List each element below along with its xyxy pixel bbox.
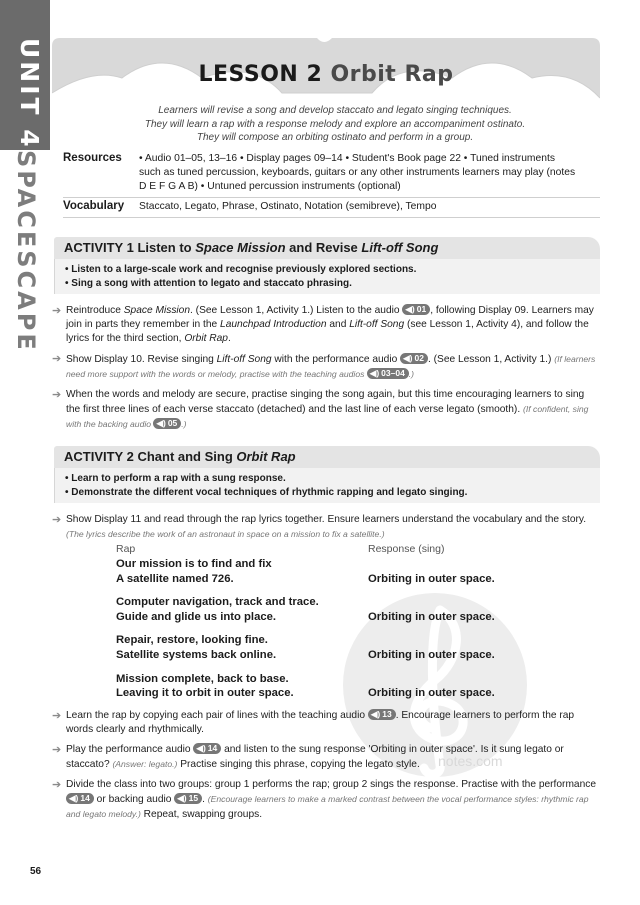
speaker-icon: ◀) [369, 368, 380, 378]
vocabulary-row [63, 200, 600, 218]
speaker-icon: ◀) [370, 709, 381, 719]
lesson-intro [100, 104, 570, 145]
audio-badge[interactable]: ◀) 14 [193, 743, 221, 754]
arrow-icon: ➔ [52, 744, 62, 756]
resources-text [139, 152, 600, 193]
objective-item: • Listen to a large-scale work and recognise previously explored sections. [65, 264, 417, 275]
activity-1-objectives [54, 259, 600, 294]
intro-line: They will learn a rap with a response melody and explore an accompaniment ostinato. [144, 118, 526, 130]
audio-badge[interactable]: ◀) 13 [368, 709, 396, 720]
rap-verse: Our mission is to find and fix A satellite named 726. Orbiting in outer space. [116, 558, 495, 585]
rap-verse: Repair, restore, looking fine. Satellite systems back online. Orbiting in outer space. [116, 634, 495, 661]
arrow-icon: ➔ [52, 710, 62, 722]
speaker-icon: ◀) [405, 304, 415, 314]
activity-2-step-2: ➔ Learn the rap by copying each pair of lines with the teaching audio ◀) 13 . Encourage learners to perform the rap words clearly and rhythmically. [52, 709, 575, 735]
lesson-title [52, 62, 600, 87]
activity-1-step-2: ➔ Show Display 10. Revise singing Lift-off Song with the performance audio ◀) 02 . (See Lesson 1, Activity 1.) (If learners need more support with the words or melody, practise with the teaching audios ◀) 03–04 .) [52, 353, 596, 379]
audio-badge[interactable]: ◀) 02 [400, 353, 428, 364]
rap-verse: Computer navigation, track and trace. Guide and glide us into place. Orbiting in outer space. [116, 596, 495, 623]
unit-label: UNIT 4 [15, 38, 44, 150]
objective-item: • Learn to perform a rap with a sung response. [65, 473, 286, 484]
svg-text:notes.com: notes.com [438, 753, 503, 769]
activity-1-heading: ACTIVITY 1 Listen to Space Mission and Revise Lift-off Song [54, 237, 600, 259]
objective-item: • Demonstrate the different vocal techniques of rhythmic rapping and legato singing. [65, 486, 468, 498]
activity-1-step-3: ➔ When the words and melody are secure, practise singing the song again, but this time encouraging learners to sing the first three lines of each verse staccato (detached) and the last line of each verse legato (smooth). (If confident, sing with the backing audio ◀) 05 .) [52, 389, 589, 429]
arrow-icon: ➔ [52, 389, 62, 401]
unit-tab [0, 0, 50, 150]
lesson-name: Orbit Rap [330, 62, 454, 87]
activity-1-step-1: ➔ Reintroduce Space Mission. (See Lesson 1, Activity 1.) Listen to the audio ◀) 01 , following Display 09. Learners may join in parts they remember in the Launchpad Introduction and Lift-off Song (see Lesson 1, Activity 4), and follow the lyrics for the third section, Orbit Rap. [52, 304, 594, 344]
arrow-icon: ➔ [52, 353, 62, 365]
intro-line: Learners will revise a song and develop staccato and legato singing techniques. [158, 105, 512, 116]
activity-2-step-1: ➔ Show Display 11 and read through the rap lyrics together. Ensure learners understand the vocabulary and the story. (The lyrics describe the work of an astronaut in space on a mission to fix a satellite.) [52, 514, 587, 539]
page-number: 56 [30, 866, 42, 877]
arrow-icon: ➔ [52, 514, 62, 526]
resources-row [63, 152, 600, 198]
speaker-icon: ◀) [156, 418, 166, 428]
audio-badge[interactable]: ◀) 05 [153, 418, 181, 429]
intro-line: They will compose an orbiting ostinato and perform in a group. [196, 132, 474, 144]
rap-lyrics-table [116, 543, 556, 710]
lesson-number: LESSON 2 [198, 62, 323, 87]
speaker-icon: ◀) [177, 793, 187, 803]
vocabulary-label: Vocabulary [63, 200, 125, 212]
activity-2-objectives [54, 468, 600, 503]
objective-item: • Sing a song with attention to legato and staccato phrasing. [65, 277, 352, 289]
rap-table-header: Rap Response (sing) [116, 543, 445, 555]
audio-badge[interactable]: ◀) 15 [174, 793, 202, 804]
resources-line: • Audio 01–05, 13–16 • Display pages 09–14 • Student's Book page 22 • Tuned instruments [139, 153, 555, 164]
activity-2-heading: ACTIVITY 2 Chant and Sing Orbit Rap [54, 446, 600, 468]
activity-2-step-3: ➔ Play the performance audio ◀) 14 and listen to the sung response 'Orbiting in outer space'. Is it sung legato or staccato? (Answer: legato.) Practise singing this phrase, copying the legato style. [52, 743, 564, 770]
arrow-icon: ➔ [52, 779, 62, 791]
speaker-icon: ◀) [403, 353, 413, 363]
resources-line: D E F G A B) • Untuned percussion instruments (optional) [139, 180, 401, 192]
audio-badge[interactable]: ◀) 01 [402, 304, 430, 315]
speaker-icon: ◀) [196, 743, 206, 753]
rap-verse: Mission complete, back to base. Leaving it to orbit in outer space. Orbiting in outer space. [116, 672, 495, 700]
speaker-icon: ◀) [69, 793, 79, 803]
resources-line: such as tuned percussion, keyboards, guitars or any other instruments learners may play (notes [139, 166, 576, 178]
audio-badge[interactable]: ◀) 03–04 [367, 368, 409, 379]
resources-label: Resources [63, 152, 122, 164]
activity-2-step-4: ➔ Divide the class into two groups: group 1 performs the rap; group 2 sings the response. Practise with the performance ◀) 14 or backing audio ◀) 15 . (Encourage learners to make a marked contrast between the vocal performance styles: rhythmic rap and legato melody.) Repeat, swapping groups. [52, 779, 597, 820]
audio-badge[interactable]: ◀) 14 [66, 793, 94, 804]
arrow-icon: ➔ [52, 305, 62, 317]
unit-theme: SPACESCAPE [12, 150, 40, 353]
vocabulary-text: Staccato, Legato, Phrase, Ostinato, Notation (semibreve), Tempo [139, 201, 437, 212]
